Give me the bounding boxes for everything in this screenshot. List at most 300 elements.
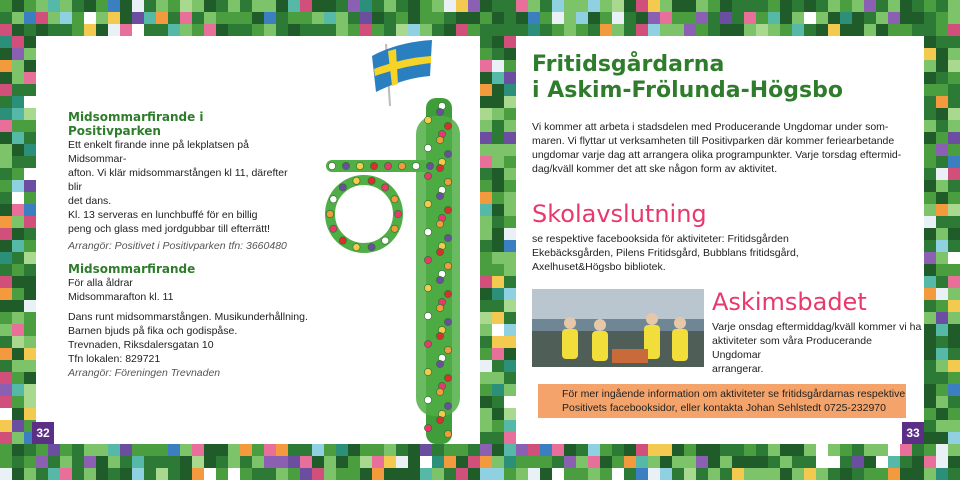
trevnaden-line: Trevnaden, Riksdalersgatan 10 xyxy=(68,339,214,351)
mosaic-tile xyxy=(156,468,168,480)
mosaic-tile xyxy=(780,12,792,24)
mosaic-tile xyxy=(276,0,288,12)
mosaic-tile xyxy=(816,444,828,456)
mosaic-tile xyxy=(480,288,492,300)
mosaic-tile xyxy=(924,48,936,60)
mosaic-tile xyxy=(300,468,312,480)
swedish-flag xyxy=(372,40,432,92)
mosaic-tile xyxy=(660,24,672,36)
mosaic-tile xyxy=(708,444,720,456)
mosaic-tile xyxy=(924,204,936,216)
mosaic-tile xyxy=(948,396,960,408)
mosaic-tile xyxy=(684,444,696,456)
mosaic-tile xyxy=(444,0,456,12)
flower-icon xyxy=(436,248,443,255)
flower-icon xyxy=(326,210,333,217)
mosaic-tile xyxy=(72,444,84,456)
mosaic-tile xyxy=(648,468,660,480)
flower-icon xyxy=(353,177,360,184)
mosaic-tile xyxy=(360,0,372,12)
mosaic-tile xyxy=(24,12,36,24)
mosaic-tile xyxy=(636,468,648,480)
mosaic-tile xyxy=(180,12,192,24)
mosaic-tile xyxy=(336,456,348,468)
mosaic-tile xyxy=(504,192,516,204)
mosaic-tile xyxy=(564,456,576,468)
mosaic-tile xyxy=(0,300,12,312)
mosaic-tile xyxy=(0,156,12,168)
mosaic-tile xyxy=(924,108,936,120)
mosaic-tile xyxy=(504,312,516,324)
mosaic-tile xyxy=(12,12,24,24)
flower-icon xyxy=(424,144,431,151)
flower-icon xyxy=(424,368,431,375)
mosaic-tile xyxy=(720,456,732,468)
mosaic-tile xyxy=(12,48,24,60)
flower-icon xyxy=(330,225,337,232)
mosaic-tile xyxy=(924,24,936,36)
mosaic-tile xyxy=(384,456,396,468)
school-line: se respektive facebooksida för aktiviteter: Fritidsgården xyxy=(532,233,789,245)
mosaic-tile xyxy=(180,456,192,468)
mosaic-tile xyxy=(816,24,828,36)
mosaic-tile xyxy=(948,192,960,204)
mosaic-tile xyxy=(900,12,912,24)
mosaic-tile xyxy=(492,60,504,72)
mosaic-tile xyxy=(768,444,780,456)
mosaic-tile xyxy=(492,228,504,240)
mosaic-tile xyxy=(0,192,12,204)
mosaic-tile xyxy=(192,12,204,24)
mosaic-tile xyxy=(552,444,564,456)
mosaic-tile xyxy=(948,348,960,360)
mosaic-tile xyxy=(12,144,24,156)
mosaic-tile xyxy=(12,408,24,420)
mosaic-tile xyxy=(288,468,300,480)
flower-icon xyxy=(444,290,451,297)
mosaic-tile xyxy=(504,108,516,120)
mosaic-tile xyxy=(492,144,504,156)
mosaic-tile xyxy=(792,456,804,468)
mosaic-tile xyxy=(348,24,360,36)
trevnaden-line: Dans runt midsommarstången. Musikunderhållning. xyxy=(68,311,308,323)
mosaic-tile xyxy=(324,24,336,36)
mosaic-tile xyxy=(948,108,960,120)
mosaic-tile xyxy=(864,444,876,456)
flower-icon xyxy=(444,346,451,353)
mosaic-tile xyxy=(228,468,240,480)
mosaic-tile xyxy=(420,24,432,36)
mosaic-tile xyxy=(756,0,768,12)
mosaic-tile xyxy=(936,156,948,168)
mosaic-tile xyxy=(948,72,960,84)
mosaic-tile xyxy=(204,0,216,12)
mosaic-tile xyxy=(120,12,132,24)
mosaic-tile xyxy=(492,96,504,108)
mosaic-tile xyxy=(504,408,516,420)
mosaic-tile xyxy=(924,60,936,72)
mosaic-tile xyxy=(408,0,420,12)
mosaic-tile xyxy=(84,444,96,456)
mosaic-tile xyxy=(324,468,336,480)
mosaic-tile xyxy=(516,0,528,12)
mosaic-tile xyxy=(240,468,252,480)
mosaic-tile xyxy=(480,432,492,444)
mosaic-tile xyxy=(480,336,492,348)
mosaic-tile xyxy=(600,444,612,456)
mosaic-tile xyxy=(144,0,156,12)
mosaic-tile xyxy=(300,24,312,36)
mosaic-tile xyxy=(948,60,960,72)
mosaic-tile xyxy=(144,24,156,36)
mosaic-tile xyxy=(228,24,240,36)
mosaic-tile xyxy=(396,468,408,480)
mosaic-tile xyxy=(504,36,516,48)
mosaic-tile xyxy=(480,216,492,228)
mosaic-tile xyxy=(48,456,60,468)
flower-icon xyxy=(444,178,451,185)
mosaic-tile xyxy=(792,468,804,480)
mosaic-tile xyxy=(0,312,12,324)
mosaic-tile xyxy=(492,324,504,336)
contact-line: För mer ingående information om aktiviteter se fritidsgårdarnas respektive xyxy=(562,388,906,400)
mosaic-tile xyxy=(660,0,672,12)
mosaic-tile xyxy=(216,468,228,480)
mosaic-tile xyxy=(564,12,576,24)
mosaic-tile xyxy=(24,384,36,396)
positivparken-line: afton. Vi klär midsommarstången kl 11, därefter blir xyxy=(68,167,288,193)
intro-text xyxy=(532,120,912,176)
mosaic-tile xyxy=(948,360,960,372)
mosaic-tile xyxy=(480,168,492,180)
mosaic-tile xyxy=(696,12,708,24)
mosaic-tile xyxy=(444,24,456,36)
mosaic-tile xyxy=(924,288,936,300)
mosaic-tile xyxy=(492,240,504,252)
mosaic-tile xyxy=(216,456,228,468)
mosaic-tile xyxy=(732,24,744,36)
mosaic-tile xyxy=(12,72,24,84)
mosaic-tile xyxy=(12,324,24,336)
mosaic-tile xyxy=(696,468,708,480)
mosaic-tile xyxy=(948,216,960,228)
flower-icon xyxy=(436,304,443,311)
mosaic-tile xyxy=(0,384,12,396)
title-line: Fritidsgårdarna xyxy=(532,52,725,77)
mosaic-tile xyxy=(948,420,960,432)
mosaic-tile xyxy=(168,468,180,480)
mosaic-tile xyxy=(312,468,324,480)
positivparken-section xyxy=(68,110,298,253)
mosaic-tile xyxy=(504,300,516,312)
mosaic-tile xyxy=(504,60,516,72)
mosaic-tile xyxy=(348,444,360,456)
intro-line: ungdomar varje dag att arrangera olika programpunkter. Varje torsdag eftermid- xyxy=(532,149,902,161)
mosaic-tile xyxy=(612,0,624,12)
mosaic-tile xyxy=(552,456,564,468)
flower-icon xyxy=(424,256,431,263)
mosaic-tile xyxy=(924,0,936,12)
flower-icon xyxy=(426,162,433,169)
mosaic-tile xyxy=(876,444,888,456)
mosaic-tile xyxy=(948,228,960,240)
mosaic-tile xyxy=(12,384,24,396)
mosaic-tile xyxy=(0,180,12,192)
mosaic-tile xyxy=(924,348,936,360)
mosaic-tile xyxy=(792,24,804,36)
mosaic-tile xyxy=(924,180,936,192)
positivparken-line: Ett enkelt firande inne på lekplatsen på Midsommar- xyxy=(68,139,249,165)
mosaic-tile xyxy=(480,252,492,264)
mosaic-tile xyxy=(924,264,936,276)
mosaic-tile xyxy=(192,456,204,468)
mosaic-tile xyxy=(324,0,336,12)
mosaic-tile xyxy=(936,84,948,96)
mosaic-tile xyxy=(948,180,960,192)
mosaic-tile xyxy=(0,468,12,480)
mosaic-tile xyxy=(504,84,516,96)
mosaic-tile xyxy=(12,372,24,384)
mosaic-tile xyxy=(480,36,492,48)
trevnaden-line: Barnen bjuds på fika och godispåse. xyxy=(68,325,238,337)
mosaic-tile xyxy=(504,252,516,264)
mosaic-tile xyxy=(480,96,492,108)
skolavslutning-text xyxy=(532,232,912,274)
mosaic-tile xyxy=(480,204,492,216)
mosaic-tile xyxy=(396,24,408,36)
mosaic-tile xyxy=(624,12,636,24)
intro-line: Vi kommer att arbeta i stadsdelen med Producerande Ungdomar under som- xyxy=(532,121,889,133)
mosaic-tile xyxy=(108,0,120,12)
mosaic-tile xyxy=(516,444,528,456)
trevnaden-line: För alla åldrar xyxy=(68,277,133,289)
mosaic-tile xyxy=(72,456,84,468)
mosaic-tile xyxy=(480,420,492,432)
mosaic-tile xyxy=(132,456,144,468)
flower-icon xyxy=(444,374,451,381)
mosaic-tile xyxy=(108,456,120,468)
mosaic-tile xyxy=(504,96,516,108)
mosaic-tile xyxy=(936,252,948,264)
mosaic-tile xyxy=(0,240,12,252)
mosaic-tile xyxy=(432,456,444,468)
mosaic-tile xyxy=(36,12,48,24)
mosaic-tile xyxy=(132,24,144,36)
mosaic-tile xyxy=(0,252,12,264)
mosaic-tile xyxy=(936,276,948,288)
mosaic-tile xyxy=(552,24,564,36)
flower-icon xyxy=(424,228,431,235)
mosaic-tile xyxy=(756,456,768,468)
mosaic-tile xyxy=(492,432,504,444)
mosaic-tile xyxy=(36,468,48,480)
mosaic-tile xyxy=(300,456,312,468)
mosaic-tile xyxy=(336,12,348,24)
mosaic-tile xyxy=(600,468,612,480)
mosaic-tile xyxy=(228,456,240,468)
mosaic-tile xyxy=(384,24,396,36)
page-number-left: 32 xyxy=(32,422,54,444)
mosaic-tile xyxy=(828,444,840,456)
flower-icon xyxy=(328,162,335,169)
mosaic-tile xyxy=(240,456,252,468)
mosaic-tile xyxy=(24,252,36,264)
mosaic-tile xyxy=(600,24,612,36)
mosaic-tile xyxy=(120,0,132,12)
mosaic-tile xyxy=(876,24,888,36)
mosaic-tile xyxy=(504,372,516,384)
mosaic-tile xyxy=(108,24,120,36)
intro-line: dag/kväll kommer det att ske någon form av aktivitet. xyxy=(532,163,778,175)
flower-icon xyxy=(436,388,443,395)
mosaic-tile xyxy=(480,324,492,336)
mosaic-tile xyxy=(420,456,432,468)
mosaic-tile xyxy=(0,48,12,60)
mosaic-tile xyxy=(492,420,504,432)
mosaic-tile xyxy=(24,156,36,168)
mosaic-tile xyxy=(756,24,768,36)
mosaic-tile xyxy=(912,12,924,24)
mosaic-tile xyxy=(816,0,828,12)
mosaic-tile xyxy=(480,228,492,240)
mosaic-tile xyxy=(924,444,936,456)
mosaic-tile xyxy=(672,12,684,24)
mosaic-tile xyxy=(432,24,444,36)
mosaic-tile xyxy=(480,300,492,312)
mosaic-tile xyxy=(924,384,936,396)
mosaic-tile xyxy=(504,240,516,252)
mosaic-tile xyxy=(504,12,516,24)
mosaic-tile xyxy=(876,456,888,468)
mosaic-tile xyxy=(624,24,636,36)
mosaic-tile xyxy=(120,456,132,468)
intro-line: maren. Vi flyttar ut verksamheten till Positivparken där kommer feriearbetande xyxy=(532,135,895,147)
mosaic-tile xyxy=(252,24,264,36)
mosaic-tile xyxy=(120,468,132,480)
flower-icon xyxy=(356,162,363,169)
flower-icon xyxy=(424,396,431,403)
mosaic-tile xyxy=(948,252,960,264)
mosaic-tile xyxy=(504,468,516,480)
mosaic-tile xyxy=(936,36,948,48)
mosaic-tile xyxy=(48,12,60,24)
askimsbadet-heading: Askimsbadet xyxy=(712,288,867,316)
mosaic-tile xyxy=(948,96,960,108)
mosaic-tile xyxy=(480,384,492,396)
mosaic-tile xyxy=(288,456,300,468)
mosaic-tile xyxy=(516,24,528,36)
mosaic-tile xyxy=(504,384,516,396)
mosaic-tile xyxy=(936,192,948,204)
mosaic-tile xyxy=(576,456,588,468)
mosaic-tile xyxy=(0,396,12,408)
mosaic-tile xyxy=(264,12,276,24)
mosaic-tile xyxy=(936,396,948,408)
mosaic-tile xyxy=(432,12,444,24)
flower-icon xyxy=(394,210,401,217)
mosaic-tile xyxy=(900,444,912,456)
mosaic-tile xyxy=(792,0,804,12)
mosaic-tile xyxy=(0,168,12,180)
mosaic-tile xyxy=(492,264,504,276)
mosaic-tile xyxy=(504,120,516,132)
mosaic-tile xyxy=(360,468,372,480)
mosaic-tile xyxy=(24,288,36,300)
mosaic-tile xyxy=(132,0,144,12)
mosaic-tile xyxy=(288,24,300,36)
mosaic-tile xyxy=(36,0,48,12)
mosaic-tile xyxy=(696,456,708,468)
mosaic-tile xyxy=(900,468,912,480)
mosaic-tile xyxy=(24,312,36,324)
mosaic-tile xyxy=(648,24,660,36)
school-line: Ekebäcksgården, Pilens Fritidsgård, Bubblans fritidsgård, xyxy=(532,247,799,259)
mosaic-tile xyxy=(24,300,36,312)
mosaic-tile xyxy=(228,444,240,456)
mosaic-tile xyxy=(264,468,276,480)
mosaic-tile xyxy=(504,204,516,216)
mosaic-tile xyxy=(768,0,780,12)
mosaic-tile xyxy=(612,12,624,24)
mosaic-tile xyxy=(504,420,516,432)
mosaic-tile xyxy=(780,468,792,480)
mosaic-tile xyxy=(480,312,492,324)
flower-icon xyxy=(444,122,451,129)
mosaic-tile xyxy=(600,12,612,24)
flower-icon xyxy=(382,184,389,191)
mosaic-tile xyxy=(348,456,360,468)
mosaic-tile xyxy=(204,468,216,480)
mosaic-tile xyxy=(492,408,504,420)
mosaic-tile xyxy=(516,456,528,468)
mosaic-tile xyxy=(936,372,948,384)
mosaic-tile xyxy=(936,300,948,312)
flower-icon xyxy=(444,150,451,157)
mosaic-tile xyxy=(0,12,12,24)
mosaic-tile xyxy=(216,0,228,12)
positivparken-line: det dans. xyxy=(68,195,112,207)
mosaic-tile xyxy=(24,336,36,348)
mosaic-tile xyxy=(24,132,36,144)
mosaic-tile xyxy=(912,468,924,480)
mosaic-tile xyxy=(936,360,948,372)
flower-icon xyxy=(444,430,451,437)
mosaic-tile xyxy=(876,0,888,12)
mosaic-tile xyxy=(408,456,420,468)
flower-icon xyxy=(436,360,443,367)
mosaic-tile xyxy=(480,72,492,84)
mosaic-tile xyxy=(372,456,384,468)
mosaic-tile xyxy=(828,456,840,468)
mosaic-tile xyxy=(936,168,948,180)
mosaic-tile xyxy=(0,420,12,432)
mosaic-tile xyxy=(936,432,948,444)
mosaic-tile xyxy=(888,444,900,456)
mosaic-tile xyxy=(12,228,24,240)
mosaic-tile xyxy=(312,24,324,36)
mosaic-tile xyxy=(528,468,540,480)
mosaic-tile xyxy=(936,132,948,144)
mosaic-tile xyxy=(624,468,636,480)
mosaic-tile xyxy=(540,24,552,36)
mosaic-tile xyxy=(24,348,36,360)
mosaic-tile xyxy=(492,24,504,36)
mosaic-tile xyxy=(12,396,24,408)
mosaic-tile xyxy=(672,24,684,36)
mosaic-tile xyxy=(624,0,636,12)
mosaic-tile xyxy=(552,12,564,24)
mosaic-tile xyxy=(480,108,492,120)
